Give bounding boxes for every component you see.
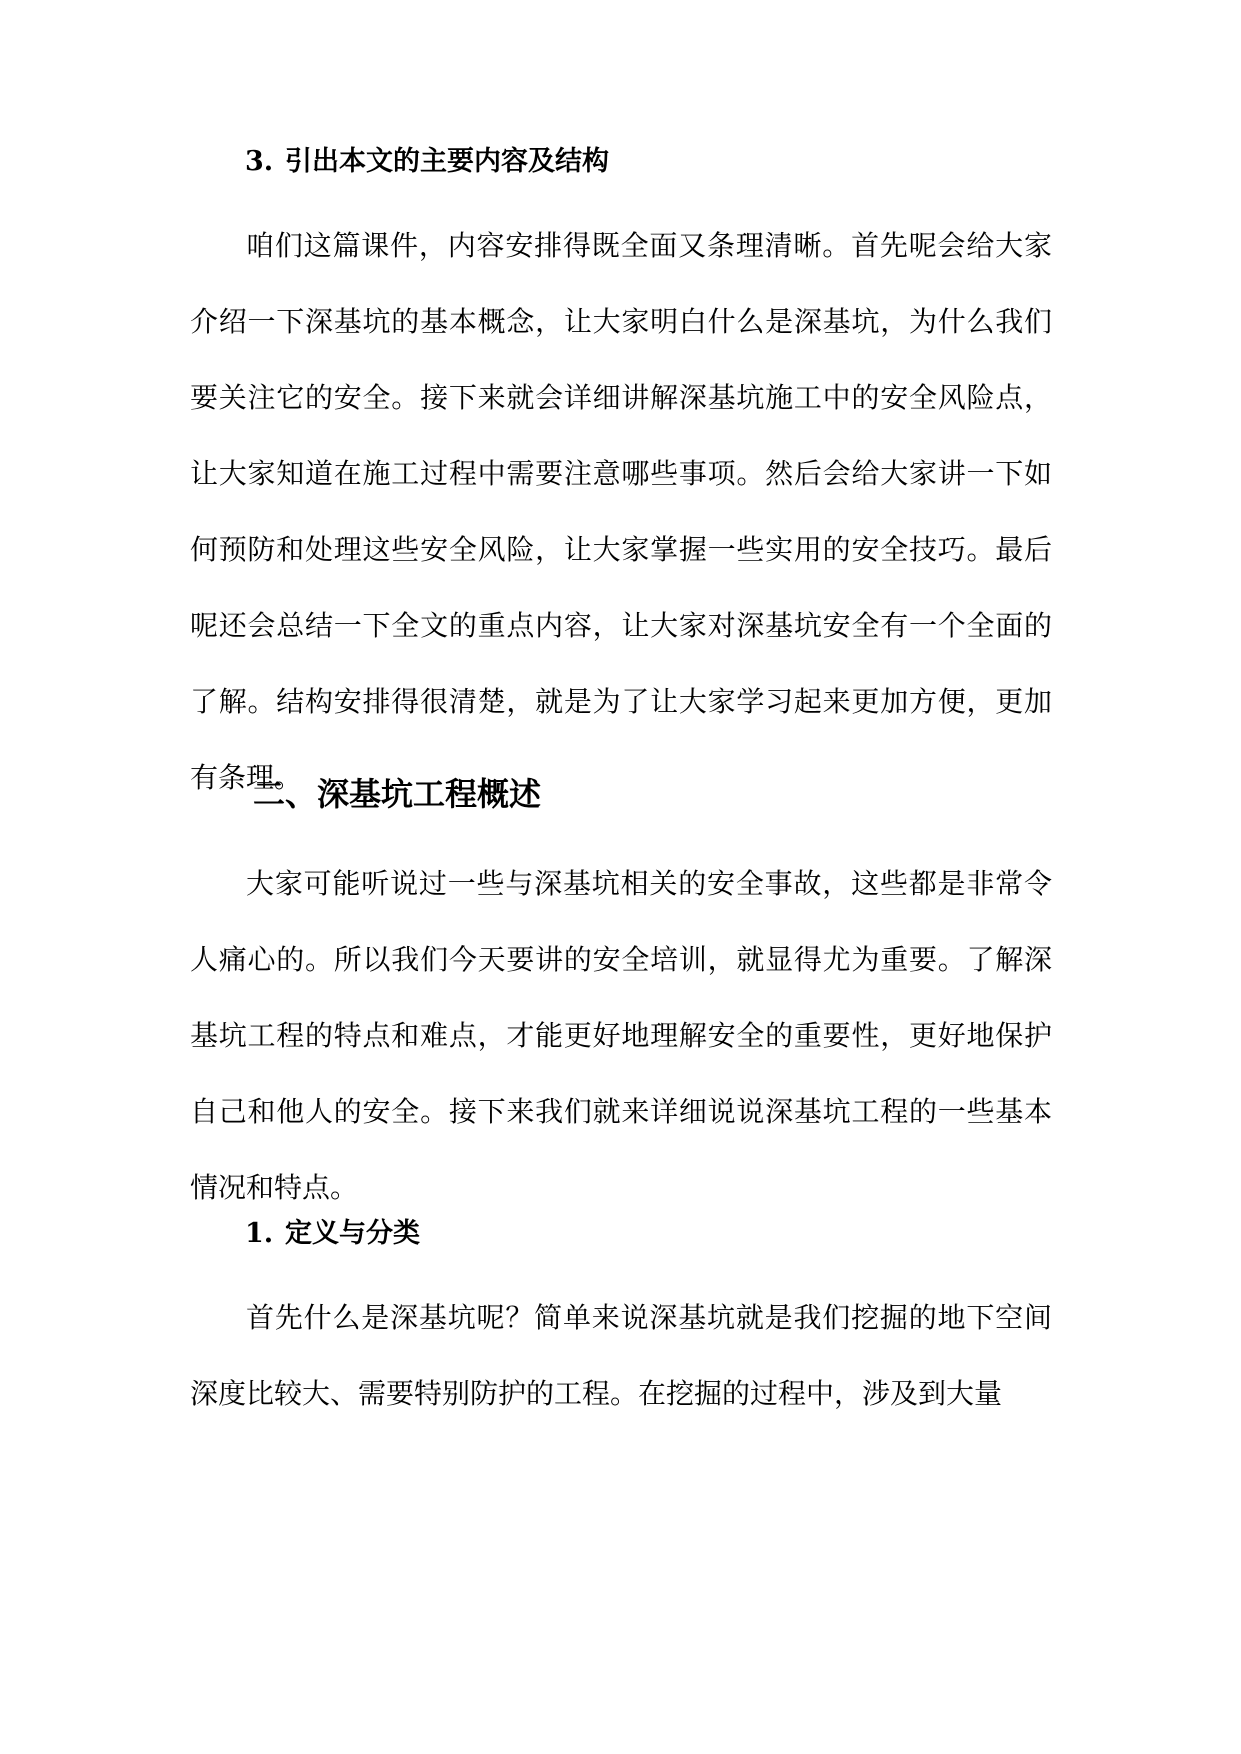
subsection-heading-3: [245, 142, 609, 182]
paragraph-overview: [190, 846, 1052, 1226]
body-paragraph: 大家可能听说过一些与深基坑相关的安全事故，这些都是非常令人痛心的。所以我们今天要讲的安全培训，就显得尤为重要。了解深基坑工程的特点和难点，才能更好地理解安全的重要性，更好地保护自己和他人的安全。接下来我们就来详细说说深基坑工程的一些基本情况和特点。: [190, 867, 1052, 1204]
section-heading-2: [253, 772, 541, 816]
subsection-number: 3.: [245, 146, 274, 177]
paragraph-structure: [190, 208, 1052, 816]
subsection-title: 引出本文的主要内容及结构: [285, 146, 609, 177]
subsection-title: 定义与分类: [285, 1218, 420, 1249]
subsection-heading-1: [245, 1214, 420, 1254]
body-paragraph: 咱们这篇课件，内容安排得既全面又条理清晰。首先呢会给大家介绍一下深基坑的基本概念，让大家明白什么是深基坑，为什么我们要关注它的安全。接下来就会详细讲解深基坑施工中的安全风险点，让大家知道在施工过程中需要注意哪些事项。然后会给大家讲一下如何预防和处理这些安全风险，让大家掌握一些实用的安全技巧。最后呢还会总结一下全文的重点内容，让大家对深基坑安全有一个全面的了解。结构安排得很清楚，就是为了让大家学习起来更加方便，更加有条理。: [190, 229, 1052, 794]
section-title: 二、深基坑工程概述: [253, 775, 542, 813]
subsection-number: 1.: [245, 1218, 274, 1249]
body-paragraph: 首先什么是深基坑呢？简单来说深基坑就是我们挖掘的地下空间深度比较大、需要特别防护的工程。在挖掘的过程中，涉及到大量: [190, 1301, 1052, 1410]
paragraph-definition: [190, 1280, 1052, 1432]
